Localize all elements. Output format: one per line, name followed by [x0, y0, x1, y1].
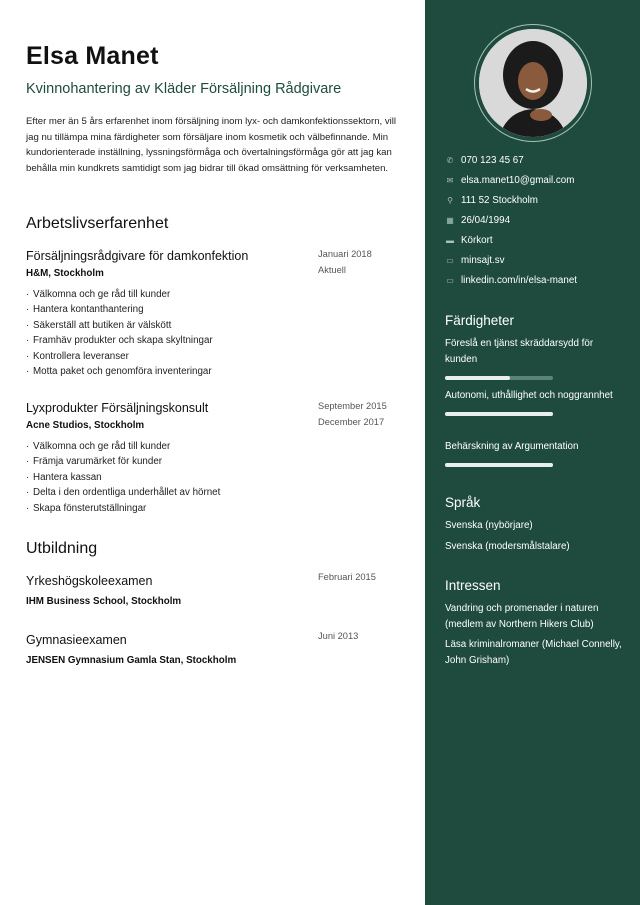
- education-entry: [26, 574, 406, 607]
- contact-address: [445, 195, 635, 215]
- profile-summary: Efter mer än 5 års erfarenhet inom försäljning inom lyx- och damkonfektionssektorn, vill jag nu tillämpa mina färdigheter som försäljare inom kosmetik och välbefinnande. Min kundorienterade inställning, lyssningsförmåga och övertalningsförmåga gör att jag kan behålla min kundkrets samtidigt som jag bidrar till ökad omsättning för verksamheten.: [26, 116, 397, 174]
- contact-text: Körkort: [461, 235, 493, 246]
- contact-list: [445, 155, 635, 295]
- job-entry: [26, 401, 406, 516]
- contact-email[interactable]: [445, 175, 635, 195]
- duty-item: · Välkomna och ge råd till kunder: [26, 439, 406, 454]
- language-item: Svenska (modersmålstalare): [445, 541, 570, 552]
- skill-fill: [445, 463, 553, 467]
- language-item: Svenska (nybörjare): [445, 520, 533, 531]
- contact-linkedin[interactable]: [445, 275, 635, 295]
- job-company: Acne Studios, Stockholm: [26, 420, 145, 431]
- languages-heading: Språk: [445, 495, 481, 510]
- skill-label: Behärskning av Argumentation: [445, 441, 579, 452]
- duty-item: · Motta paket och genomföra inventeringar: [26, 364, 406, 379]
- skill-label: Föreslå en tjänst skräddarsydd för kunden: [445, 338, 594, 365]
- education-date: Februari 2015: [318, 572, 376, 582]
- contact-text: 26/04/1994: [461, 215, 511, 226]
- candidate-role: Kvinnohantering av Kläder Försäljning Rådgivare: [26, 81, 342, 97]
- duty-item: · Skapa fönsterutställningar: [26, 501, 406, 516]
- job-title: Försäljningsrådgivare för damkonfektion: [26, 249, 249, 263]
- location-icon: ⚲: [447, 196, 453, 205]
- school-name: IHM Business School, Stockholm: [26, 596, 182, 607]
- school-name: JENSEN Gymnasium Gamla Stan, Stockholm: [26, 655, 237, 666]
- job-duties: [26, 439, 406, 516]
- job-date-start: September 2015: [318, 401, 387, 411]
- contact-text: linkedin.com/in/elsa-manet: [461, 275, 577, 286]
- interest-item: Vandring och promenader i naturen (medlem av Northern Hikers Club): [445, 603, 599, 630]
- calendar-icon: ▦: [446, 216, 454, 225]
- job-dates: [318, 247, 372, 278]
- car-icon: ▬: [446, 236, 454, 245]
- degree-title: Yrkeshögskoleexamen: [26, 574, 153, 588]
- job-date-end: Aktuell: [318, 264, 346, 275]
- skill-item: [445, 336, 623, 380]
- contact-birthdate: [445, 215, 635, 235]
- interest-item: Läsa kriminalromaner (Michael Connelly, John Grisham): [445, 639, 622, 666]
- contact-text: elsa.manet10@gmail.com: [461, 175, 575, 186]
- contact-text: 111 52 Stockholm: [461, 195, 538, 206]
- skill-bar: [445, 412, 553, 416]
- phone-icon: ✆: [446, 156, 454, 165]
- skill-fill: [445, 412, 553, 416]
- contact-license: [445, 235, 635, 255]
- experience-heading: Arbetslivserfarenhet: [26, 215, 169, 232]
- contact-text: minsajt.sv: [461, 255, 505, 266]
- skill-fill: [445, 376, 510, 380]
- contact-text: 070 123 45 67: [461, 155, 524, 166]
- duty-item: · Framhäv produkter och skapa skyltningar: [26, 333, 406, 348]
- candidate-name: Elsa Manet: [26, 42, 159, 70]
- sidebar: [425, 0, 640, 905]
- profile-photo: [479, 29, 587, 137]
- linkedin-icon: ▭: [446, 276, 454, 285]
- profile-photo-illustration: [479, 29, 587, 137]
- website-icon: ▭: [446, 256, 454, 265]
- interests-list: [445, 601, 625, 669]
- duty-item: · Hantera kontanthantering: [26, 302, 406, 317]
- job-date-end: December 2017: [318, 416, 385, 427]
- skill-item: [445, 388, 623, 416]
- job-company: H&M, Stockholm: [26, 268, 104, 279]
- email-icon: ✉: [446, 176, 454, 185]
- contact-website[interactable]: [445, 255, 635, 275]
- skill-bar: [445, 463, 553, 467]
- education-heading: Utbildning: [26, 540, 98, 557]
- duty-item: · Säkerställ att butiken är välskött: [26, 318, 406, 333]
- education-date: Juni 2013: [318, 631, 359, 641]
- job-title: Lyxprodukter Försäljningskonsult: [26, 401, 209, 415]
- degree-title: Gymnasieexamen: [26, 633, 127, 647]
- duty-item: · Kontrollera leveranser: [26, 349, 406, 364]
- languages-list: [445, 518, 625, 555]
- duty-item: · Hantera kassan: [26, 470, 406, 485]
- job-dates: [318, 399, 387, 430]
- duty-item: · Välkomna och ge råd till kunder: [26, 287, 406, 302]
- job-duties: [26, 287, 406, 379]
- duty-item: · Främja varumärket för kunder: [26, 454, 406, 469]
- duty-item: · Delta i den ordentliga underhållet av hörnet: [26, 485, 406, 500]
- skill-label: Autonomi, uthållighet och noggrannhet: [445, 390, 613, 401]
- skill-bar: [445, 376, 553, 380]
- interests-heading: Intressen: [445, 578, 501, 593]
- contact-phone[interactable]: [445, 155, 635, 175]
- skill-item: [445, 439, 623, 467]
- job-entry: [26, 249, 406, 379]
- education-entry: [26, 633, 406, 666]
- skills-heading: Färdigheter: [445, 313, 515, 328]
- job-date-start: Januari 2018: [318, 249, 372, 259]
